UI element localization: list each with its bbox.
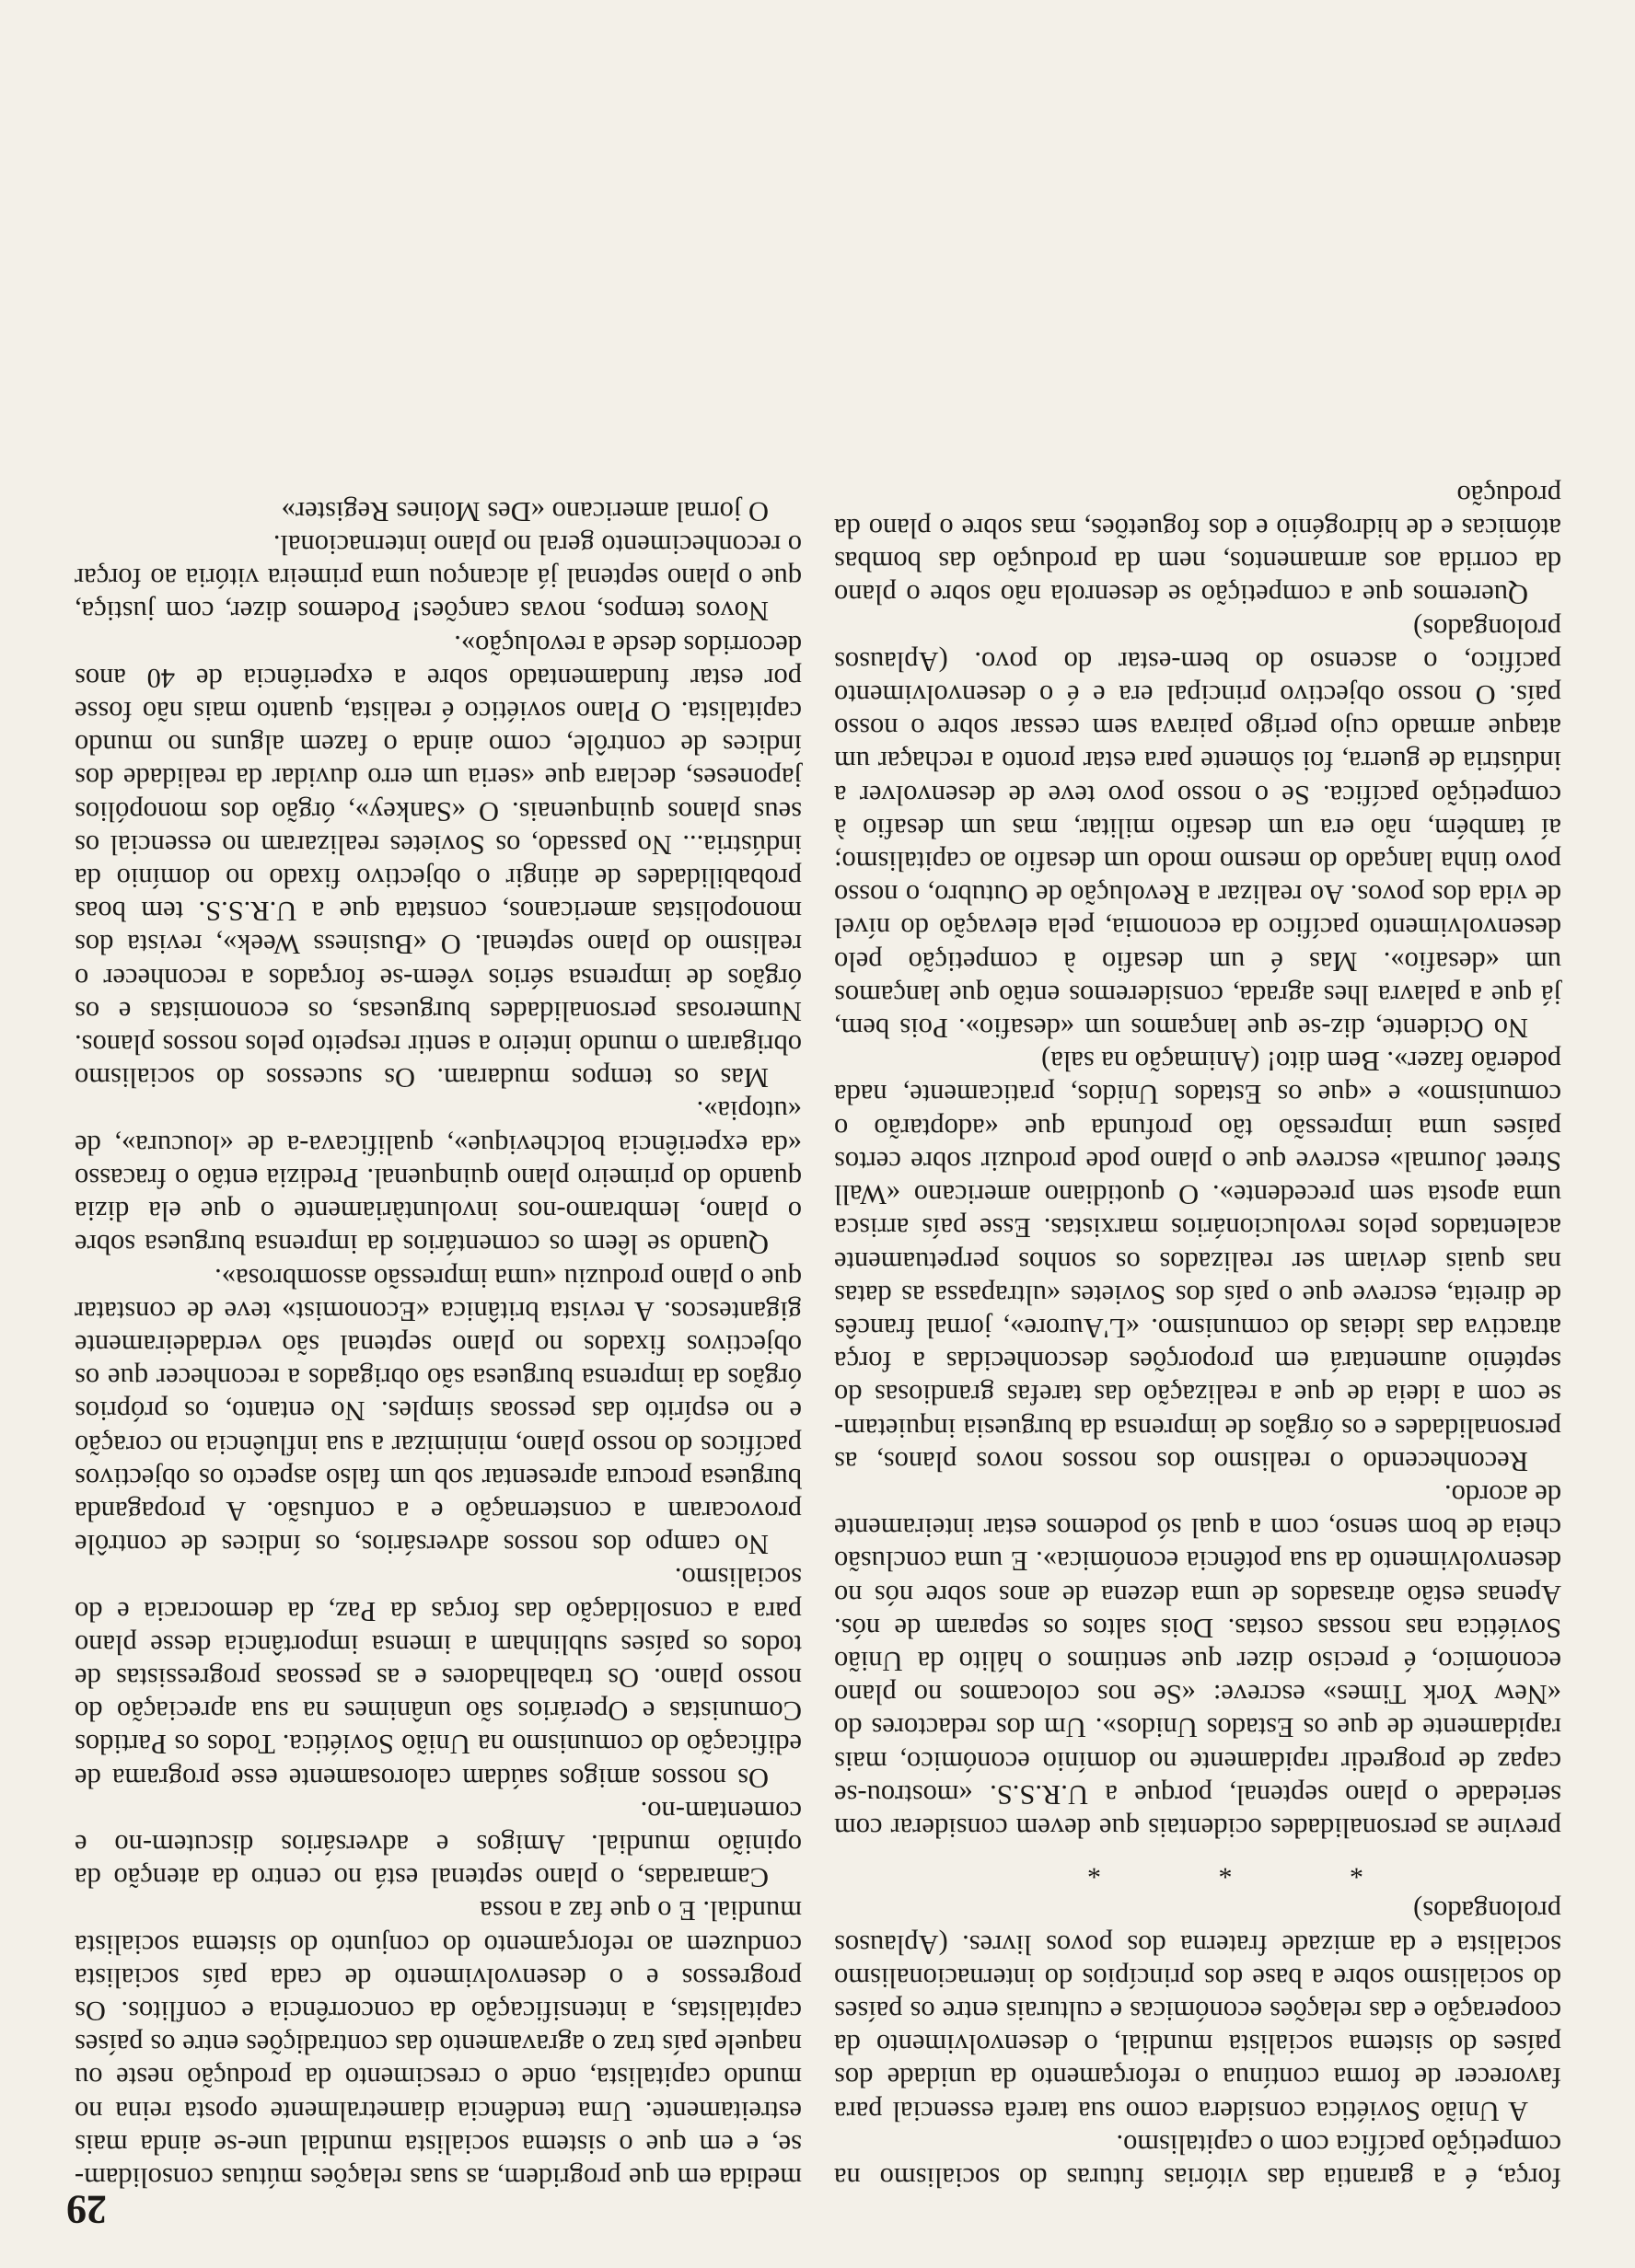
paragraph: Queremos que a competição se desenrola não sobre o plano da corrida aos armamentos, nem da produção das bombas atómicas e de hidrogénio e dos foguetões, mas sobre o plano da produção [834, 479, 1561, 611]
paragraph: Reconhecendo o realismo dos nossos novos planos, as personalidades e os órgãos de imprensa da burguesia inquietam-se com a ideia de que a realização das tarefas grandiosas do septénio aumentará em proporções desconhecidas a força atractiva das ideias do comunismo. «L'Aurore», jornal francês de direita, escreve que o país dos Sovietes «ultrapassa as datas nas quais deviam ser realizados os sonhos perpetuamente acalentados pelos revolucionários marxistas. Esse país arrisca uma aposta sem precedente». O quotidiano americano «Wall Street Journal» escreve que o plano pode produzir sobre certos países uma impressão tão profunda que «adoptarão o comunismo» e «que os Estados Unidos, praticamente, nada poderão fazer». Bem dito! (Animação na sala) [834, 1046, 1561, 1477]
paragraph: No Ocidente, diz-se que lançamos um «desafio». Pois bem, já que a palavra lhes agrada, consideremos então que lançamos um «desafio». Mas é um desafio à competição pelo desenvolvimento pacífico da economia, pela elevação do nível de vida dos povos. Ao realizar a Revolução de Outubro, o nosso povo tinha lançado do mesmo modo um desafio ao capitalismo; aí também, não era um desafio militar, mas um desafio à competição pacífica. Se o nosso povo teve de desenvolver a indústria de guerra, foi sòmente para estar pronto a rechaçar um ataque armado cujo perigo pairava sem cessar sobre o nosso país. O nosso objectivo principal era e é o desenvolvimento pacífico, o ascenso do bem-estar do povo. (Aplausos prolongados) [834, 612, 1561, 1045]
right-text-column [75, 495, 802, 2194]
paragraph: Quando se lêem os comentários da imprensa burguesa sobre o plano, lembramo-nos involuntàriamente o que ela dizia quando do primeiro plano quinquenal. Predizia então o fracasso «da experiência bolchevique», qualificava-a de «loucura», de «utopia». [75, 1095, 802, 1261]
paragraph: Os nossos amigos saúdam calorosamente esse programa de edificação do comunismo na União Soviética. Todos os Partidos Comunistas e Operários são unânimes na sua apreciação do nosso plano. Os trabalhadores e as pessoas progressistas de todos os países sublinham a imensa importância desse plano para a consolidação das forças da Paz, da democracia e do socialismo. [75, 1562, 802, 1794]
paragraph: O jornal americano «Des Moines Register» [281, 495, 769, 527]
paragraph: Camaradas, o plano septenal está no centro da atenção da opinião mundial. Amigos e adversários discutem-no e comentam-no. [75, 1795, 802, 1894]
section-separator: * * * [1032, 1854, 1363, 1885]
left-text-column [834, 479, 1561, 2194]
paragraph: A União Soviética considera como sua tarefa essencial para favorecer de forma contínua o reforçamento da unidade dos países do sistema socialista mundial, o desenvolvimento da cooperação e das relações económicas e culturais entre os países do socialismo sobre a base dos princípios do internacionalismo socialista e da amizade fraterna dos povos livres. (Aplausos prolongados) [834, 1895, 1561, 2127]
page-number: 29 [66, 2187, 107, 2232]
paragraph: força, é a garantia das vitórias futuras do socialismo na competição pacífica com o capitalismo. [834, 2128, 1561, 2193]
paragraph: No campo dos nossos adversários, os índices de contrôle provocaram a consternação e a confusão. A propaganda burguesa procura apresentar sob um falso aspecto os objectivos pacíficos do nosso plano, minimizar a sua influência no coração e no espírito das pessoas simples. No entanto, os próprios órgãos da imprensa burguesa são obrigados a reconhecer que os objectivos fixados no plano septenal são verdadeiramente gigantescos. A revista britânica «Economist» teve de constatar que o plano produziu «uma impressão assombrosa». [75, 1262, 802, 1561]
paragraph: medida em que progridem, as suas relações mútuas consolidam-se, e em que o sistema socialista mundial une-se ainda mais estreitamente. Uma tendência diametralmente oposta reina no mundo capitalista, onde o crescimento da produção neste ou naquele país traz o agravamento das contradições entre os países capitalistas, a intensificação da concorrência e conflitos. Os progressos e o desenvolvimento de cada país socialista conduzem ao reforçamento do conjunto do sistema socialista mundial. E o que faz a nossa [75, 1895, 802, 2193]
paragraph: Mas os tempos mudaram. Os sucessos do socialismo obrigaram o mundo inteiro a sentir respeito pelos nossos planos. Numerosas personalidades burguesas, os economistas e os órgãos de imprensa sérios vêem-se forçados a reconhecer o realismo do plano septenal. O «Business Week», revista dos monopolistas americanos, constata que a U.R.S.S. tem boas probabilidades de atingir o objectivo fixado no domínio da indústria... No passado, os Sovietes realizaram no essencial os seus planos quinquenais. O «Sankey», órgão dos monopólios japoneses, declara que «seria um erro duvidar da realidade dos índices de contrôle, como ainda o fazem alguns no mundo capitalista. O Plano soviético é realista, quanto mais não fosse por estar fundamentado sobre a experiência de 40 anos decorridos desde a revolução». [75, 629, 802, 1094]
paragraph: previne as personalidades ocidentais que devem considerar com seriedade o plano septenal, porque a U.R.S.S. «mostrou-se capaz de progredir rapidamente no domínio económico, mais rapidamente de que os Estados Unidos». Um dos redactores do «New York Times» escreve: «Se nos colocamos no plano económico, é preciso dizer que sentimos o hálito da União Soviética nas nossas costas. Dois saltos os separam de nós. Apenas estão atrasados de uma dezena de anos sobre nós no desenvolvimento da sua potência económica». E uma conclusão cheia de bom senso, com a qual só podemos estar inteiramente de acordo. [834, 1478, 1561, 1844]
paragraph: Novos tempos, novas canções! Podemos dizer, com justiça, que o plano septenal já alcançou uma primeira vitória ao forçar o reconhecimento geral no plano internacional. [75, 529, 802, 628]
